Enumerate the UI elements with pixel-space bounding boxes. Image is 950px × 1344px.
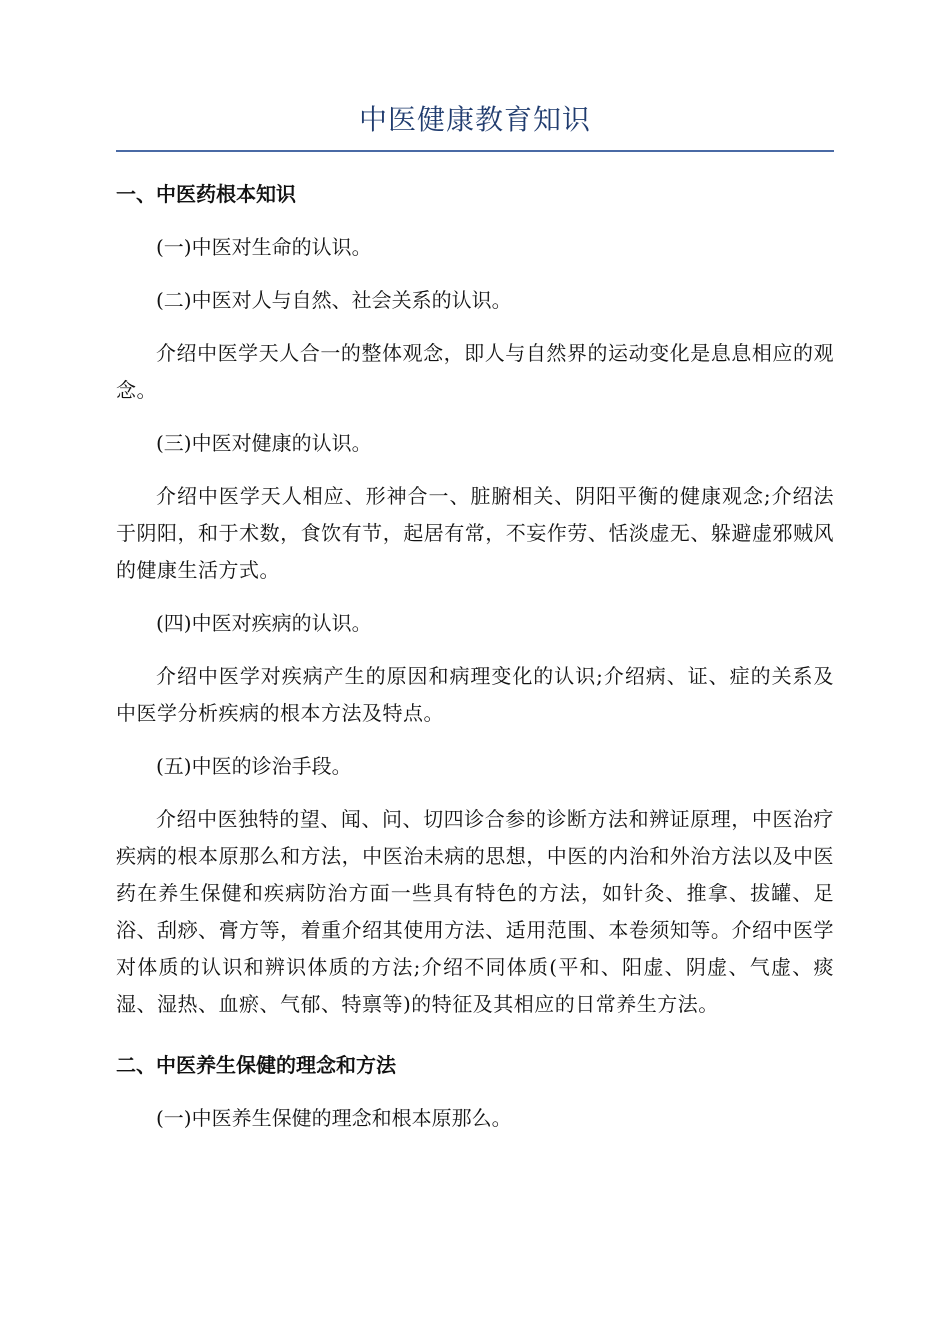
paragraph-1-5: 介绍中医独特的望、闻、问、切四诊合参的诊断方法和辨证原理，中医治疗疾病的根本原那么和方法，中医治未病的思想，中医的内治和外治方法以及中医药在养生保健和疾病防治方面一些具有特色的方法，如针灸、推拿、拔罐、足浴、刮痧、膏方等，着重介绍其使用方法、适用范围、本卷须知等。介绍中医学对体质的认识和辨识体质的方法;介绍不同体质(平和、阳虚、阴虚、气虚、痰湿、湿热、血瘀、气郁、特禀等)的特征及其相应的日常养生方法。 [116, 807, 834, 1016]
subsection-1-5: (五)中医的诊治手段。 [156, 754, 352, 778]
document-title: 中医健康教育知识 [116, 100, 834, 152]
subsection-1-1: (一)中医对生命的认识。 [156, 235, 372, 259]
subsection-1-3: (三)中医对健康的认识。 [156, 431, 372, 455]
document-page [116, 100, 834, 1137]
paragraph-1-2: 介绍中医学天人合一的整体观念，即人与自然界的运动变化是息息相应的观念。 [116, 341, 834, 402]
paragraph-1-3: 介绍中医学天人相应、形神合一、脏腑相关、阴阳平衡的健康观念;介绍法于阴阳，和于术数，食饮有节，起居有常，不妄作劳、恬淡虚无、躲避虚邪贼风的健康生活方式。 [116, 484, 834, 582]
subsection-1-4: (四)中医对疾病的认识。 [156, 611, 372, 635]
paragraph-1-4: 介绍中医学对疾病产生的原因和病理变化的认识;介绍病、证、症的关系及中医学分析疾病的根本方法及特点。 [116, 664, 834, 725]
section-heading-2: 二、中医养生保健的理念和方法 [116, 1053, 396, 1077]
section-heading-1: 一、中医药根本知识 [116, 182, 296, 206]
subsection-2-1: (一)中医养生保健的理念和根本原那么。 [156, 1106, 512, 1130]
subsection-1-2: (二)中医对人与自然、社会关系的认识。 [156, 288, 512, 312]
